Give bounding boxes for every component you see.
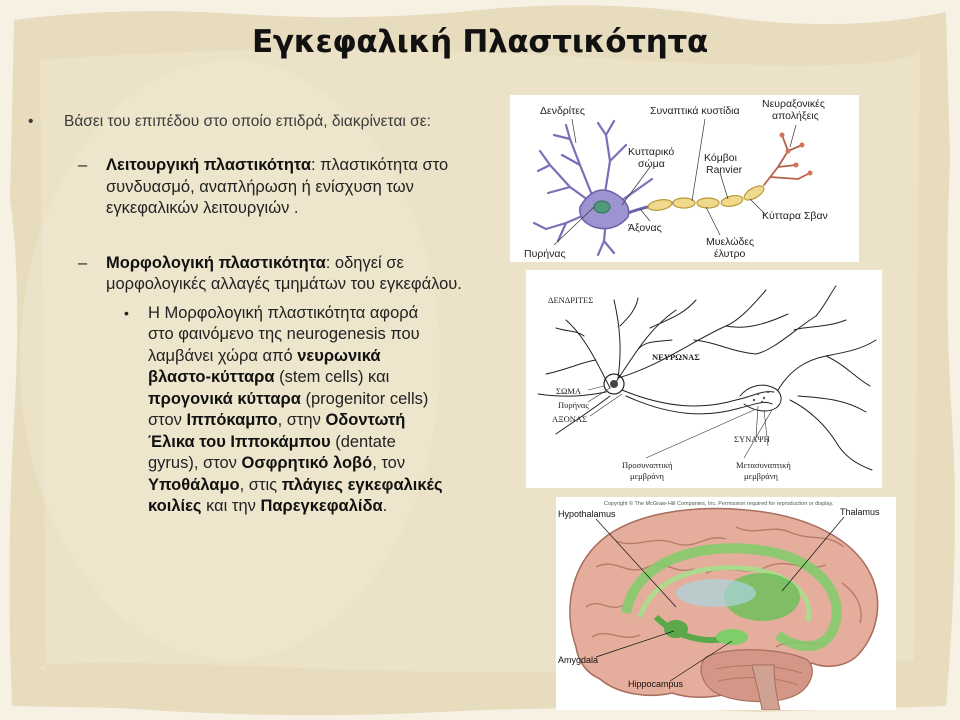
label-soma: ΣΩΜΑ — [556, 386, 581, 396]
synapse-sketch-svg — [526, 270, 882, 488]
label-axon: ΑΞΟΝΑΣ — [552, 414, 587, 424]
label-myelin: έλυτρο — [714, 248, 746, 260]
label-ranvier: Κόμβοι — [704, 152, 737, 164]
sub-bold: Οσφρητικό λοβό — [241, 454, 373, 472]
label-cell-body: σώμα — [638, 158, 665, 170]
label-hippocampus: Hippocampus — [628, 679, 684, 689]
label-terminals: Νευραξονικές — [762, 98, 825, 110]
slide-title: Εγκεφαλική Πλαστικότητα — [252, 24, 708, 60]
brain-illustration — [556, 497, 896, 710]
label-postsynaptic: μεμβράνη — [744, 471, 778, 481]
dash-icon: – — [78, 156, 88, 174]
label-nucleus: Πυρήνας — [524, 248, 566, 260]
label-terminals: απολήξεις — [772, 110, 819, 122]
dash-icon: – — [78, 253, 88, 272]
sub-text: , τον — [372, 454, 406, 472]
label-ranvier: Ranvier — [706, 164, 743, 176]
sub-text: Η Μορφολογική πλαστικότητα αφορά στο φαινόμενο της neurogenesis που λαμβάνει χώρα από — [148, 303, 420, 365]
bullet-icon: • — [124, 304, 129, 321]
label-dendrites: Δενδρίτες — [540, 105, 585, 117]
label-hypothalamus: Hypothalamus — [558, 509, 616, 519]
morphological-text: : οδηγεί σε μορφολογικές αλλαγές τμημάτων του εγκεφάλου. — [106, 253, 462, 293]
label-schwann: Κύτταρα Σβαν — [762, 210, 828, 222]
sub-bold: Ιππόκαμπο — [186, 411, 278, 429]
sub-bold: Παρεγκεφαλίδα — [260, 497, 383, 515]
slide-content — [28, 112, 498, 518]
label-amygdala: Amygdala — [558, 655, 599, 665]
functional-term: Λειτουργική πλαστικότητα — [106, 156, 311, 174]
label-presynaptic: μεμβράνη — [630, 471, 664, 481]
label-thalamus: Thalamus — [840, 507, 880, 517]
label-presynaptic: Προσυναπτική — [622, 460, 673, 470]
sub-text: (dentate gyrus), στον — [148, 432, 396, 472]
functional-item — [78, 155, 498, 220]
synapse-sketch — [526, 270, 882, 488]
label-postsynaptic: Μετασυναπτική — [736, 460, 791, 470]
sub-text: (stem cells) και — [274, 368, 390, 386]
label-cell-body: Κυτταρικό — [628, 146, 675, 158]
sub-bold: Οδοντωτή Έλικα του Ιπποκάμπου — [148, 411, 406, 451]
label-myelin: Μυελώδες — [706, 236, 755, 248]
sub-text: . — [382, 497, 388, 515]
brain-illustration-svg — [556, 497, 896, 710]
sub-text: , στις — [239, 475, 282, 494]
sub-text: και την — [201, 497, 261, 515]
label-axon: Άξονας — [628, 222, 662, 234]
morphological-subitem — [124, 303, 448, 518]
label-nucleus: Πυρήνας — [558, 400, 589, 410]
copyright-note: Copyright © The McGraw-Hill Companies, Inc. Permission required for reproduction or display. — [604, 501, 834, 507]
label-dendrites: ΔΕΝΔΡΙΤΕΣ — [548, 295, 594, 305]
intro-text: Βάσει του επιπέδου στο οποίο επιδρά, διακρίνεται σε: — [64, 113, 431, 130]
neuron-diagram-svg — [510, 95, 859, 262]
label-vesicles: Συναπτικά κυστίδια — [650, 105, 740, 117]
sub-bold: νευρωνικά βλαστο-κύτταρα — [148, 346, 381, 386]
neuron-diagram — [510, 95, 859, 262]
intro-bullet — [28, 112, 498, 131]
bullet-icon: • — [28, 113, 34, 130]
morphological-item — [78, 253, 498, 296]
functional-text: : πλαστικότητα στο συνδυασμό, αναπλήρωση ή ενίσχυση των εγκεφαλικών λειτουργιών . — [106, 156, 449, 217]
label-synapse: ΣΥΝΑΨΗ — [734, 434, 770, 444]
sub-text: (progenitor cells) στον — [148, 389, 429, 429]
morphological-term: Μορφολογική πλαστικότητα — [106, 253, 326, 272]
label-neuron: ΝΕΥΡΩΝΑΣ — [652, 352, 700, 362]
sub-text: , στην — [277, 411, 326, 429]
sub-bold: πλάγιες εγκεφαλικές κοιλίες — [148, 475, 443, 515]
sub-bold: προγονικά κύτταρα — [148, 389, 301, 408]
sub-bold: Υποθάλαμο — [148, 475, 240, 494]
